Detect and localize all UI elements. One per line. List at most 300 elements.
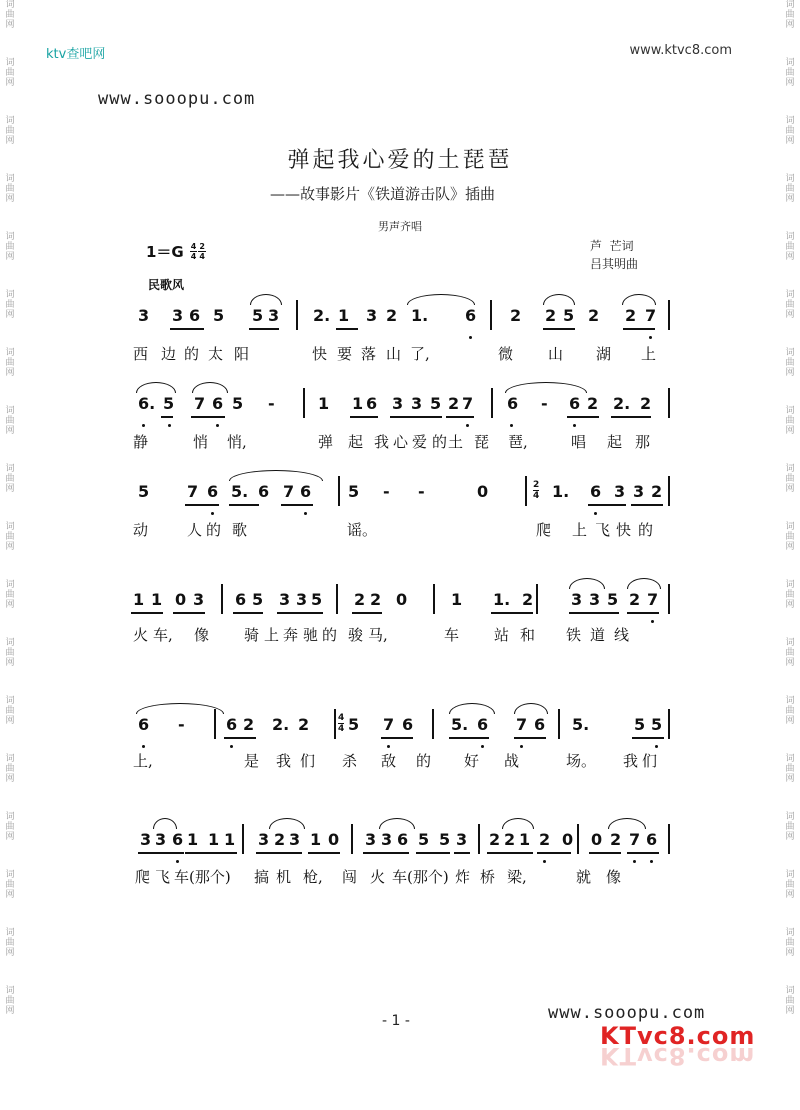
beam-underline (449, 737, 489, 739)
bar-line (558, 709, 560, 739)
header-brand[interactable]: ktv查吧网 (46, 47, 106, 62)
margin-watermark-glyph: 词 (5, 232, 15, 242)
margin-watermark-glyph: 曲 (5, 242, 15, 252)
octave-dot (649, 336, 652, 339)
jianpu-note: 5 (439, 830, 451, 849)
jianpu-note: 6 (226, 715, 238, 734)
jianpu-note: 0 (328, 830, 340, 849)
octave-dot (387, 745, 390, 748)
margin-watermark-glyph: 网 (5, 890, 15, 900)
jianpu-note: 2 (489, 830, 501, 849)
margin-watermark-glyph: 曲 (5, 938, 15, 948)
beam-underline (256, 852, 302, 854)
jianpu-note: 3 (392, 394, 404, 413)
lyrics-row-5 (0, 750, 800, 774)
margin-watermark-glyph: 曲 (785, 416, 795, 426)
margin-watermark-chunk (785, 58, 794, 88)
slur-mark (505, 382, 587, 393)
margin-watermark-glyph: 曲 (785, 242, 795, 252)
beam-underline (537, 852, 571, 854)
margin-watermark-glyph: 网 (785, 948, 795, 958)
margin-watermark-glyph: 曲 (785, 706, 795, 716)
lyric-syllable: 西 (133, 345, 149, 363)
slur-mark (608, 818, 646, 829)
lyric-syllable: 们 (642, 752, 658, 770)
jianpu-note: 5. (231, 482, 249, 501)
jianpu-note: 1 (310, 830, 322, 849)
jianpu-note: 1 (187, 830, 199, 849)
lyric-syllable: 枪, (303, 868, 323, 886)
octave-dot (176, 860, 179, 863)
lyric-syllable: 们 (300, 752, 316, 770)
lyric-syllable: 战 (504, 752, 520, 770)
margin-watermark-glyph: 网 (785, 78, 795, 88)
margin-watermark-glyph: 曲 (5, 880, 15, 890)
beam-underline (491, 612, 533, 614)
lyric-syllable: 落 (361, 345, 377, 363)
beam-underline (390, 416, 442, 418)
octave-dot (481, 745, 484, 748)
jianpu-note: - (268, 394, 275, 413)
bar-line (668, 476, 670, 506)
lyric-syllable: 悄, (227, 433, 247, 451)
lyric-syllable: 上 (264, 626, 280, 644)
margin-watermark-glyph: 曲 (5, 532, 15, 542)
jianpu-note: 3 (589, 590, 601, 609)
margin-watermark-glyph: 网 (5, 832, 15, 842)
jianpu-note: 7 (516, 715, 528, 734)
margin-watermark-glyph: 网 (5, 252, 15, 262)
slur-mark (250, 294, 282, 305)
jianpu-note: 5 (163, 394, 175, 413)
margin-watermark-glyph: 词 (785, 580, 795, 590)
lyric-syllable: 车(那个) (392, 868, 449, 886)
margin-watermark-glyph: 曲 (785, 474, 795, 484)
lyric-syllable: 的 (184, 345, 200, 363)
lyric-syllable: 奔 (283, 626, 299, 644)
octave-dot (168, 424, 171, 427)
jianpu-note: 1 (352, 394, 364, 413)
lyric-syllable: 要 (337, 345, 353, 363)
lyric-syllable: 爬 (135, 868, 151, 886)
jianpu-note: 5 (348, 715, 360, 734)
beam-underline (627, 852, 659, 854)
bar-line (296, 300, 298, 330)
composer-credit: 吕其明曲 (590, 257, 639, 271)
jianpu-note: 6 (397, 830, 409, 849)
lyric-syllable: 火 (370, 868, 386, 886)
margin-watermark-glyph: 词 (5, 928, 15, 938)
margin-watermark-glyph: 词 (5, 174, 15, 184)
margin-watermark-glyph: 网 (785, 774, 795, 784)
margin-watermark-glyph: 词 (785, 58, 795, 68)
lyric-syllable: 动 (133, 521, 149, 539)
margin-watermark-glyph: 曲 (5, 474, 15, 484)
slur-mark (569, 578, 605, 589)
slur-mark (229, 470, 323, 481)
lyric-syllable: 山 (548, 345, 564, 363)
margin-watermark-glyph: 网 (785, 542, 795, 552)
margin-watermark-glyph: 网 (5, 658, 15, 668)
margin-watermark-glyph: 曲 (5, 822, 15, 832)
jianpu-note: 6. (138, 394, 156, 413)
margin-watermark-glyph: 曲 (785, 184, 795, 194)
lyric-syllable: 像 (194, 626, 210, 644)
bar-line (668, 584, 670, 614)
beam-underline (229, 504, 259, 506)
margin-watermark-glyph: 曲 (5, 764, 15, 774)
top-watermark: www.sooopu.com (98, 89, 256, 109)
margin-watermark-glyph: 曲 (5, 358, 15, 368)
margin-watermark-glyph: 曲 (785, 358, 795, 368)
margin-watermark-glyph: 网 (5, 774, 15, 784)
octave-dot (304, 512, 307, 515)
lyric-syllable: 梁, (507, 868, 527, 886)
ktvc8-logo[interactable] (600, 1022, 756, 1092)
slur-mark (627, 578, 661, 589)
jianpu-note: 6 (465, 306, 477, 325)
margin-watermark-glyph: 词 (785, 0, 795, 10)
jianpu-note: 5 (430, 394, 442, 413)
lyric-syllable: 悄 (193, 433, 209, 451)
jianpu-note: 3 (456, 830, 468, 849)
lyric-syllable: 阳 (234, 345, 250, 363)
jianpu-note: 2 (587, 394, 599, 413)
margin-watermark-glyph: 网 (785, 1006, 795, 1016)
lyrics-row-3 (0, 519, 800, 543)
jianpu-note: 1. (552, 482, 570, 501)
song-subtitle: ——故事影片《铁道游击队》插曲 (270, 185, 496, 203)
beam-underline (308, 852, 340, 854)
jianpu-note: 2 (274, 830, 286, 849)
time-sig-1-num: 4 (190, 242, 197, 251)
beam-underline (185, 852, 237, 854)
key-text: 1＝G (146, 243, 184, 261)
jianpu-note: 0 (591, 830, 603, 849)
margin-watermark-glyph: 网 (5, 368, 15, 378)
beam-underline (381, 737, 413, 739)
octave-dot (510, 424, 513, 427)
inline-time-sig-num: 4 (338, 713, 345, 723)
octave-dot (655, 745, 658, 748)
jianpu-note: 6 (646, 830, 658, 849)
octave-dot (573, 424, 576, 427)
jianpu-note: 6 (212, 394, 224, 413)
jianpu-note: 3 (138, 306, 150, 325)
margin-watermark-glyph: 网 (785, 252, 795, 262)
margin-watermark-glyph: 网 (5, 600, 15, 610)
bar-line (242, 824, 244, 854)
jianpu-note: 3 (366, 306, 378, 325)
margin-watermark-glyph: 网 (5, 716, 15, 726)
jianpu-note: 0 (562, 830, 574, 849)
beam-underline (233, 612, 263, 614)
jianpu-note: 7 (645, 306, 657, 325)
margin-watermark-glyph: 词 (5, 406, 15, 416)
jianpu-note: 3 (571, 590, 583, 609)
jianpu-note: 3 (268, 306, 280, 325)
lyric-syllable: 我 (623, 752, 639, 770)
lyric-syllable: 起 (348, 433, 364, 451)
lyric-syllable: 和 (520, 626, 536, 644)
bar-line (303, 388, 305, 418)
inline-time-sig-num: 2 (533, 480, 540, 490)
logo-rest: Tvc8.com (619, 1022, 756, 1050)
lyric-syllable: 弹 (318, 433, 334, 451)
margin-watermark-glyph: 网 (5, 1006, 15, 1016)
jianpu-note: 6 (366, 394, 378, 413)
margin-watermark-glyph: 曲 (785, 648, 795, 658)
jianpu-note: 5 (252, 590, 264, 609)
jianpu-note: 2 (510, 306, 522, 325)
jianpu-note: 2 (539, 830, 551, 849)
jianpu-note: 2 (640, 394, 652, 413)
bar-line (525, 476, 527, 506)
notes-row-5 (0, 715, 800, 755)
margin-watermark-glyph: 曲 (5, 416, 15, 426)
margin-watermark-glyph: 词 (5, 580, 15, 590)
jianpu-note: 5 (651, 715, 663, 734)
margin-watermark-glyph: 词 (5, 986, 15, 996)
margin-watermark-glyph: 网 (785, 368, 795, 378)
lyric-syllable: 是 (244, 752, 260, 770)
lyric-syllable: 起 (607, 433, 623, 451)
page-number: - 1 - (382, 1013, 410, 1029)
jianpu-note: 6 (138, 715, 150, 734)
margin-watermark-glyph: 词 (5, 870, 15, 880)
lyric-syllable: 琵 (474, 433, 490, 451)
margin-watermark-glyph: 曲 (785, 764, 795, 774)
jianpu-note: 3 (258, 830, 270, 849)
lyric-syllable: 的 (206, 521, 222, 539)
lyric-syllable: 闯 (342, 868, 358, 886)
margin-watermark-glyph: 词 (5, 754, 15, 764)
lyric-syllable: 车 (444, 626, 460, 644)
beam-underline (416, 852, 450, 854)
lyric-syllable: 飞 (155, 868, 171, 886)
margin-watermark-glyph: 网 (785, 658, 795, 668)
margin-watermark-glyph: 网 (785, 484, 795, 494)
margin-watermark-glyph: 网 (5, 194, 15, 204)
credits (590, 237, 638, 273)
bar-line (336, 584, 338, 614)
jianpu-note: 2. (313, 306, 331, 325)
beam-underline (454, 852, 470, 854)
jianpu-note: 1 (318, 394, 330, 413)
lyric-syllable: 上 (641, 345, 657, 363)
jianpu-note: - (418, 482, 425, 501)
slur-mark (269, 818, 305, 829)
jianpu-note: 3 (140, 830, 152, 849)
bar-line (351, 824, 353, 854)
jianpu-note: 7 (647, 590, 659, 609)
lyrics-row-4 (0, 624, 800, 648)
octave-dot (142, 424, 145, 427)
lyric-syllable: 的 (432, 433, 448, 451)
margin-watermark-glyph: 词 (785, 928, 795, 938)
jianpu-note: 2. (272, 715, 290, 734)
margin-watermark-glyph: 词 (5, 348, 15, 358)
margin-watermark-glyph: 词 (5, 58, 15, 68)
time-signatures (190, 242, 206, 261)
margin-watermark-glyph: 词 (785, 870, 795, 880)
lyric-syllable: 的 (638, 521, 654, 539)
jianpu-note: 7 (462, 394, 474, 413)
slur-mark (514, 703, 548, 714)
jianpu-note: 1. (411, 306, 429, 325)
jianpu-note: 2 (522, 590, 534, 609)
lyric-syllable: 唱 (571, 433, 587, 451)
jianpu-note: 6 (507, 394, 519, 413)
lyric-syllable: 上, (133, 752, 153, 770)
lyric-syllable: 站 (494, 626, 510, 644)
beam-underline (249, 328, 279, 330)
slur-mark (449, 703, 495, 714)
octave-dot (211, 512, 214, 515)
bar-line (338, 476, 340, 506)
margin-watermark-glyph: 曲 (785, 126, 795, 136)
margin-watermark-glyph: 词 (785, 986, 795, 996)
jianpu-note: 6 (235, 590, 247, 609)
jianpu-note: - (383, 482, 390, 501)
bar-line (221, 584, 223, 614)
beam-underline (543, 328, 575, 330)
margin-watermark-glyph: 网 (5, 310, 15, 320)
jianpu-note: 3 (172, 306, 184, 325)
jianpu-note: 3 (289, 830, 301, 849)
beam-underline (632, 737, 664, 739)
beam-underline (569, 612, 619, 614)
margin-watermark-glyph: 曲 (5, 706, 15, 716)
margin-watermark-glyph: 曲 (785, 996, 795, 1006)
jianpu-note: 5. (572, 715, 590, 734)
jianpu-note: 5 (232, 394, 244, 413)
margin-watermark-glyph: 网 (785, 600, 795, 610)
bottom-watermark: www.sooopu.com (548, 1003, 706, 1023)
jianpu-note: 7 (629, 830, 641, 849)
beam-underline (161, 416, 173, 418)
beam-underline (224, 737, 256, 739)
jianpu-note: 3 (411, 394, 423, 413)
time-sig-2-num: 2 (199, 242, 205, 251)
jianpu-note: 6 (300, 482, 312, 501)
key-signature (146, 241, 206, 262)
lyric-syllable: 的 (416, 752, 432, 770)
header-url[interactable]: www.ktvc8.com (629, 43, 732, 58)
jianpu-note: 5. (451, 715, 469, 734)
margin-watermark-glyph: 网 (5, 136, 15, 146)
jianpu-note: 3 (365, 830, 377, 849)
lyric-syllable: 人 (187, 521, 203, 539)
jianpu-note: 2 (610, 830, 622, 849)
jianpu-note: 1 (133, 590, 145, 609)
slur-mark (543, 294, 575, 305)
jianpu-note: 7 (194, 394, 206, 413)
margin-watermark-glyph: 词 (785, 116, 795, 126)
lyric-syllable: 好 (464, 752, 480, 770)
bar-line (668, 824, 670, 854)
margin-watermark-glyph: 词 (785, 406, 795, 416)
margin-watermark-glyph: 曲 (785, 10, 795, 20)
jianpu-note: - (178, 715, 185, 734)
margin-watermark-glyph: 词 (5, 290, 15, 300)
margin-watermark-glyph: 曲 (785, 938, 795, 948)
jianpu-note: 2 (298, 715, 310, 734)
jianpu-note: 5 (634, 715, 646, 734)
lyric-syllable: 机 (276, 868, 292, 886)
jianpu-note: 2 (386, 306, 398, 325)
beam-underline (191, 416, 225, 418)
beam-underline (567, 416, 599, 418)
margin-watermark-glyph: 网 (785, 832, 795, 842)
jianpu-note: 2 (504, 830, 516, 849)
margin-watermark-glyph: 曲 (785, 822, 795, 832)
jianpu-note: 6 (477, 715, 489, 734)
octave-dot (520, 745, 523, 748)
jianpu-note: 2. (613, 394, 631, 413)
beam-underline (185, 504, 219, 506)
margin-watermark-glyph: 词 (785, 812, 795, 822)
lyric-syllable: 骑 (244, 626, 260, 644)
beam-underline (627, 612, 659, 614)
lyric-syllable: 的 (322, 626, 338, 644)
jianpu-note: 6 (258, 482, 270, 501)
lyric-syllable: 车, (153, 626, 173, 644)
beam-underline (336, 328, 358, 330)
margin-watermark-chunk (5, 0, 14, 30)
lyric-syllable: 边 (161, 345, 177, 363)
margin-watermark-chunk (785, 116, 794, 146)
jianpu-note: 2 (588, 306, 600, 325)
beam-underline (131, 612, 163, 614)
bar-line (478, 824, 480, 854)
jianpu-note: 7 (383, 715, 395, 734)
slur-mark (622, 294, 656, 305)
bar-line (334, 709, 336, 739)
margin-watermark-glyph: 曲 (785, 880, 795, 890)
octave-dot (216, 424, 219, 427)
jianpu-note: 6 (172, 830, 184, 849)
bar-line (577, 824, 579, 854)
lyric-syllable: 歌 (232, 521, 248, 539)
jianpu-note: 2 (243, 715, 255, 734)
margin-watermark-glyph: 词 (785, 696, 795, 706)
jianpu-note: 2 (370, 590, 382, 609)
jianpu-note: - (541, 394, 548, 413)
bar-line (432, 709, 434, 739)
beam-underline (138, 852, 184, 854)
margin-watermark-glyph: 网 (5, 20, 15, 30)
margin-watermark-glyph: 曲 (785, 590, 795, 600)
lyric-syllable: 搞 (254, 868, 270, 886)
jianpu-note: 2 (625, 306, 637, 325)
beam-underline (611, 416, 651, 418)
jianpu-note: 6 (402, 715, 414, 734)
lyric-syllable: 爬 (536, 521, 552, 539)
jianpu-note: 0 (477, 482, 489, 501)
jianpu-note: 6 (189, 306, 201, 325)
jianpu-note: 6 (207, 482, 219, 501)
lyric-syllable: 骏 (348, 626, 364, 644)
octave-dot (633, 860, 636, 863)
jianpu-note: 3 (296, 590, 308, 609)
jianpu-note: 5 (138, 482, 150, 501)
octave-dot (651, 620, 654, 623)
jianpu-note: 1 (151, 590, 163, 609)
margin-watermark-glyph: 曲 (5, 126, 15, 136)
lyric-syllable: 线 (614, 626, 630, 644)
margin-watermark-glyph: 网 (785, 426, 795, 436)
